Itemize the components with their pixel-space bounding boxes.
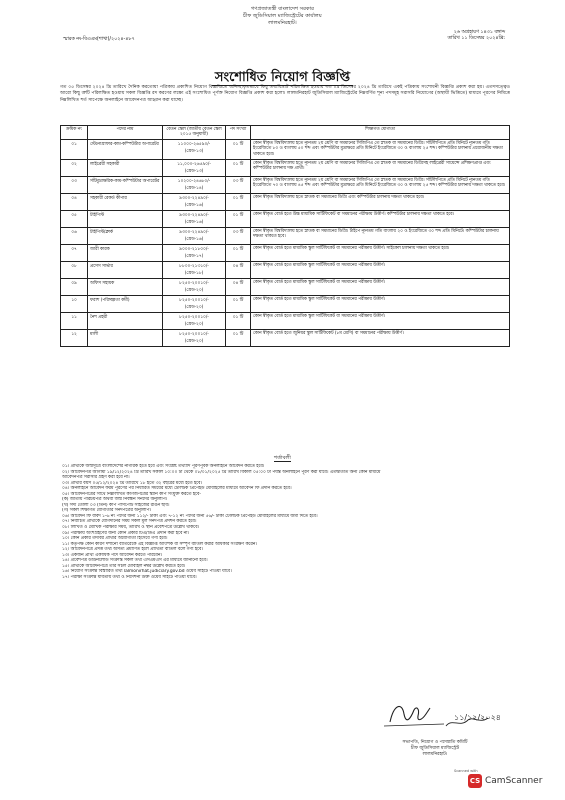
cell-pay bbox=[163, 139, 226, 159]
cell-post: অফিস সহায়ক bbox=[88, 278, 163, 295]
condition-item: ১৩। একজন প্রার্থী একাধিক পদে আবেদন করতে পারবেন। bbox=[62, 552, 163, 558]
condition-item: ১৭। পরীক্ষা সংক্রান্ত যাবতীয় তথ্য ও নির্দেশনা উক্ত ওয়েব সাইটে পাওয়া যাবে। bbox=[62, 574, 197, 580]
cell-qualification: কোন স্বীকৃত বিশ্ববিদ্যালয় হতে ন্যূনতম ২য় শ্রেণি বা সমমানের সিজিপিএ তে স্নাতক বা সমমানের ডিগ্রি। সাঁটলিপিতে প্রতি মিনিটে ন্যূনতম গতি ইংরেজিতে ৭০ ও বাংলায় ৪৫ শব্দ এবং কম্পিউটার মুদ্রাক্ষরে প্রতি মিনিটে ইংরেজিতে ৩০ ও বাংলায় ২৫ শব্দ। কম্পিউটার চালনায় দক্ষতা থাকতে হবে। bbox=[251, 176, 510, 193]
condition-item: (গ) সকল শিক্ষাগত যোগ্যতার সনদপত্রের অনুলিপি। bbox=[62, 508, 152, 514]
cell-pay bbox=[163, 329, 226, 346]
cell-serial: ১১ bbox=[61, 312, 88, 329]
cell-post: সাঁটমুদ্রাক্ষরিক-কাম-কম্পিউটার অপারেটর bbox=[88, 176, 163, 193]
condition-item: ০৬। আবেদন ফি বাবদ ১-৬ নং পদের জন্য ১১২/- টাকা এবং ৭-১২ নং পদের জন্য ৫৬/- টাকা টেলিটক প্রিপেইড মোবাইলের মাধ্যমে জমা দিতে হবে। bbox=[62, 513, 318, 519]
pay-grade: (গ্রেড-১৭) bbox=[184, 253, 204, 259]
cell-qualification: কোন স্বীকৃত বোর্ড হতে জুনিয়র স্কুল সার্টিফিকেট (৮ম শ্রেণি) বা সমমানের পরীক্ষায় উত্তীর্ণ। bbox=[251, 329, 510, 346]
office-header bbox=[0, 6, 565, 27]
cell-qualification: কোন স্বীকৃত বিশ্ববিদ্যালয় হতে ন্যূনতম ২য় শ্রেণি বা সমমানের সিজিপিএ তে স্নাতক বা সমমানের ডিগ্রিসহ লাইব্রেরী সায়েন্সে প্রশিক্ষণপ্রাপ্ত এবং কম্পিউটার চালনায় দক্ষ প্রার্থী। bbox=[251, 159, 510, 176]
cell-post: ফরাশ (পরিচ্ছন্নতা কর্মী) bbox=[88, 295, 163, 312]
camscanner-logo-icon: CS bbox=[468, 774, 482, 788]
cell-count: ০৩ টি bbox=[226, 227, 251, 244]
memo-date-block bbox=[448, 30, 505, 42]
camscanner-text: CamScanner bbox=[485, 776, 543, 786]
cell-post: প্রসেস সার্ভার bbox=[88, 261, 163, 278]
cell-count: ০১ টি bbox=[226, 244, 251, 261]
col-qualification: শিক্ষাগত যোগ্যতা bbox=[251, 126, 510, 140]
condition-item: ১২। আবেদনপত্রে প্রদত্ত তথ্য অসত্য প্রমাণিত হলে প্রার্থিতা বাতিল বলে গণ্য হবে। bbox=[62, 547, 203, 553]
condition-item: ০৩। প্রার্থীর বয়স ০৫/১২/২০২৪ খ্রি তারিখে ১৮ হতে ৩২ বছরের মধ্যে হতে হবে। bbox=[62, 480, 203, 486]
cell-pay bbox=[163, 227, 226, 244]
notice-title-text: সংশোধিত নিয়োগ বিজ্ঞপ্তি bbox=[212, 70, 353, 86]
pay-range: ৮৮০০-২১৩১০/- bbox=[179, 263, 209, 269]
date-english: ১১ ডিসেম্বর ২০২৪খ্রি: bbox=[461, 36, 505, 41]
pay-range: ৮২৫০-২০০১০/- bbox=[179, 280, 209, 286]
condition-item: ১১। কর্তৃপক্ষ কোন কারণ দর্শানো ব্যতিরেকে এই বিজ্ঞপ্তি আংশিক বা সম্পূর্ণ বাতিল করার অধিকার সংরক্ষণ করেন। bbox=[62, 541, 257, 547]
condition-item: ১৪। প্রবেশপত্র ডাউনলোড সংক্রান্ত সকল তথ্য এসএমএস এর মাধ্যমে জানানো হবে। bbox=[62, 558, 208, 564]
pay-grade: (গ্রেড-১৬) bbox=[184, 202, 204, 208]
cell-serial: ১০ bbox=[61, 295, 88, 312]
condition-item: ১০। কোন প্রকার তদবির প্রার্থীর অযোগ্যতা হিসেবে গণ্য হবে। bbox=[62, 536, 168, 542]
pay-grade: (গ্রেড-২০) bbox=[184, 321, 204, 327]
cell-serial: ০৩ bbox=[61, 176, 88, 193]
cell-post: মালী bbox=[88, 329, 163, 346]
memo-row bbox=[63, 30, 505, 44]
cell-serial: ০৮ bbox=[61, 261, 88, 278]
camscanner-watermark bbox=[468, 774, 542, 788]
conditions-heading bbox=[0, 455, 565, 463]
condition-item: ০৫। আবেদনপত্রের সাথে নিম্নলিখিত কাগজপত্রের স্ক্যান কপি সংযুক্ত করতে হবে- bbox=[62, 491, 201, 497]
cell-serial: ০৪ bbox=[61, 193, 88, 210]
condition-item: ১৬। নিয়োগ সংক্রান্ত বিস্তারিত তথ্য lalmonirhat.judiciary.gov.bd ওয়েব সাইটে পাওয়া যাবে। bbox=[62, 569, 232, 575]
table-row bbox=[61, 210, 510, 227]
pay-range: ৮২৫০-২০০১০/- bbox=[179, 314, 209, 320]
pay-grade: (গ্রেড-১৬) bbox=[184, 236, 204, 242]
cell-post: টাইপিস্ট bbox=[88, 210, 163, 227]
cell-count: ০১ টি bbox=[226, 329, 251, 346]
table-header-row bbox=[61, 126, 510, 140]
pay-range: ৯৩০০-২২৪৯০/- bbox=[179, 229, 209, 235]
pay-range: ৯০০০-২১৮০০/- bbox=[179, 246, 209, 252]
cell-serial: ০৯ bbox=[61, 278, 88, 295]
cell-qualification: কোন স্বীকৃত বোর্ড হতে মাধ্যমিক স্কুল সার্টিফিকেট বা সমমানের পরীক্ষায় উত্তীর্ণ। সাইকেল চালনায় দক্ষতা থাকতে হবে। bbox=[251, 244, 510, 261]
signatory-titles bbox=[360, 740, 510, 758]
cell-qualification: কোন স্বীকৃত বিশ্ববিদ্যালয় হতে স্নাতক বা সমমানের ডিগ্রি এবং কম্পিউটার চালনায় দক্ষতা থাকতে হবে। bbox=[251, 193, 510, 210]
pay-grade: (গ্রেড-১৩) bbox=[184, 148, 204, 154]
posts-table bbox=[60, 125, 510, 347]
pay-grade: (গ্রেড-১৩) bbox=[184, 168, 204, 174]
date-bangla: ২৬ অগ্রহায়ণ ১৪৩১ বঙ্গাব্দ bbox=[453, 30, 505, 35]
cell-count: ০৪ টি bbox=[226, 261, 251, 278]
cell-serial: ০৫ bbox=[61, 210, 88, 227]
signature-image bbox=[360, 690, 510, 738]
table-row bbox=[61, 312, 510, 329]
condition-item: ০৭। নির্বাচিত প্রার্থীকে যোগদানের সময় সকল মূল সনদপত্র প্রদর্শন করতে হবে। bbox=[62, 519, 197, 525]
cell-serial: ০৬ bbox=[61, 227, 88, 244]
cell-pay bbox=[163, 244, 226, 261]
pay-grade: (গ্রেড-২০) bbox=[184, 304, 204, 310]
cell-pay bbox=[163, 312, 226, 329]
cell-count: ০৪ টি bbox=[226, 278, 251, 295]
cell-pay bbox=[163, 176, 226, 193]
pay-range: ১০২০০-২৪৬৮০/- bbox=[177, 178, 211, 184]
cell-qualification: কোন স্বীকৃত বিশ্ববিদ্যালয় হতে ন্যূনতম ২য় শ্রেণি বা সমমানের সিজিপিএ তে স্নাতক বা সমমানের ডিগ্রি। সাঁটলিপিতে প্রতি মিনিটে ন্যূনতম গতি ইংরেজিতে ৮০ ও বাংলায় ৫০ শব্দ এবং কম্পিউটার মুদ্রাক্ষরে প্রতি মিনিটে ইংরেজিতে ৩০ ও বাংলায় ২৫ শব্দ। কম্পিউটার চালনায় প্রয়োজনীয় দক্ষতা থাকতে হবে। bbox=[251, 139, 510, 159]
table-row bbox=[61, 278, 510, 295]
cell-qualification: কোন স্বীকৃত বিশ্ববিদ্যালয় হতে স্নাতক বা সমমানের ডিগ্রি। টাইপে ন্যূনতম গতি বাংলায় ২০ ও ইংরেজিতে ৩০ শব্দ প্রতি মিনিটে। কম্পিউটার চালনায় দক্ষতা থাকতে হবে। bbox=[251, 227, 510, 244]
conditions-heading-text: শর্তাবলী bbox=[274, 455, 291, 461]
cell-qualification: কোন স্বীকৃত বোর্ড হতে মাধ্যমিক স্কুল সার্টিফিকেট বা সমমানের পরীক্ষায় উত্তীর্ণ। bbox=[251, 278, 510, 295]
signatory-title-3: লালমনিরহাট। bbox=[422, 752, 448, 757]
condition-item: ১৫। প্রার্থীকে আবেদনপত্রে তার সচল মোবাইল নম্বর উল্লেখ করতে হবে। bbox=[62, 563, 186, 569]
cell-pay bbox=[163, 159, 226, 176]
cell-qualification: কোন স্বীকৃত বোর্ড হতে মাধ্যমিক স্কুল সার্টিফিকেট বা সমমানের পরীক্ষায় উত্তীর্ণ। bbox=[251, 312, 510, 329]
cell-serial: ০১ bbox=[61, 139, 88, 159]
cell-post: স্টেনোগ্রাফার-কাম-কম্পিউটার অপারেটর bbox=[88, 139, 163, 159]
condition-item: ০৮। লিখিত ও মৌখিক পরীক্ষার সময়, তারিখ ও স্থান প্রবেশপত্রে উল্লেখ থাকবে। bbox=[62, 525, 200, 531]
cell-pay bbox=[163, 210, 226, 227]
table-row bbox=[61, 295, 510, 312]
cell-post: লাইব্রেরী সহকারী bbox=[88, 159, 163, 176]
header-office: চীফ জুডিসিয়াল ম্যাজিস্ট্রেটের কার্যালয় bbox=[243, 13, 322, 19]
condition-item: (খ) সদ্য তোলা ০৩ (তিন) কপি পাসপোর্ট সাইজের রঙিন ছবি। bbox=[62, 502, 170, 508]
condition-item: ০২। আবেদনপত্র আগামী ১৯/১২/২০২৪ খ্রি তারিখ সকাল ১০:০০ টা থেকে ০৮/০১/২০২৫ খ্রি তারিখ বিকাল ০৫:০০ টা পর্যন্ত অনলাইনে পূরণ করা যাবে। এতদ্ব্যতীত অন্য কোন মাধ্যমে bbox=[62, 469, 381, 475]
pay-range: ৮২৫০-২০০১০/- bbox=[179, 297, 209, 303]
condition-item: ০৯। পরীক্ষায় অংশগ্রহণের জন্য কোন প্রকার টিএ/ডিএ প্রদান করা হবে না। bbox=[62, 530, 190, 536]
cell-count: ০১ টি bbox=[226, 210, 251, 227]
col-count: পদ সংখ্যা bbox=[226, 126, 251, 140]
table-row bbox=[61, 244, 510, 261]
signature-date: ১১/১২/২০২৪ bbox=[454, 713, 501, 722]
cell-count: ০১ টি bbox=[226, 159, 251, 176]
cell-count: ০১ টি bbox=[226, 295, 251, 312]
pay-range: ৮২৫০-২০০১০/- bbox=[179, 331, 209, 337]
cell-post: নৈশ প্রহরী bbox=[88, 312, 163, 329]
pay-grade: (গ্রেড-১৮) bbox=[184, 270, 204, 276]
cell-pay bbox=[163, 261, 226, 278]
date-label: তারিখ bbox=[447, 36, 460, 41]
scanned-with-label: Scanned with bbox=[454, 769, 478, 773]
cell-post: জারী কারক bbox=[88, 244, 163, 261]
cell-qualification: কোন স্বীকৃত বোর্ড হতে মাধ্যমিক স্কুল সার্টিফিকেট বা সমমানের পরীক্ষায় উত্তীর্ণ। bbox=[251, 261, 510, 278]
signatory-title-2: চীফ জুডিসিয়াল ম্যাজিস্ট্রেট bbox=[410, 746, 460, 751]
pay-grade: (গ্রেড-১৪) bbox=[184, 185, 204, 191]
pay-grade: (গ্রেড-২০) bbox=[184, 338, 204, 344]
cell-pay bbox=[163, 193, 226, 210]
condition-item: আবেদনপত্র সরাসরি গ্রহণ করা হবে না। bbox=[62, 475, 130, 481]
table-row bbox=[61, 139, 510, 159]
cell-qualification: কোন স্বীকৃত বোর্ড হতে উচ্চ মাধ্যমিক সার্টিফিকেট বা সমমানের পরীক্ষায় উত্তীর্ণ। কম্পিউটার চালনায় দক্ষতা থাকতে হবে। bbox=[251, 210, 510, 227]
date-english-line bbox=[448, 36, 505, 42]
condition-item: ০৪। অনলাইনে আবেদন ফরম পূরণের পর নির্ধারিত সময়ের মধ্যে টেলিটক প্রিপেইড মোবাইলের মাধ্যমে আবেদন ফি প্রদান করতে হবে। bbox=[62, 486, 292, 492]
table-body bbox=[61, 139, 510, 346]
cell-post: সহকারী রেকর্ড কীপার bbox=[88, 193, 163, 210]
cell-serial: ০২ bbox=[61, 159, 88, 176]
cell-pay bbox=[163, 295, 226, 312]
cell-count: ০৩ টি bbox=[226, 176, 251, 193]
signatory-title-1: সভাপতি, নিয়োগ ও পদোন্নতি কমিটি bbox=[402, 740, 468, 745]
cell-qualification: কোন স্বীকৃত বোর্ড হতে মাধ্যমিক স্কুল সার্টিফিকেট বা সমমানের পরীক্ষায় উত্তীর্ণ। bbox=[251, 295, 510, 312]
table-row bbox=[61, 159, 510, 176]
cell-serial: ০৭ bbox=[61, 244, 88, 261]
cell-count: ০১ টি bbox=[226, 139, 251, 159]
header-district: লালমনিরহাট। bbox=[268, 20, 297, 26]
col-post: পদের নাম bbox=[88, 126, 163, 140]
pay-range: ৯৩০০-২২৪৯০/- bbox=[179, 212, 209, 218]
cell-count: ০১ টি bbox=[226, 193, 251, 210]
pay-range: ৯৩০০-২২৪৯০/- bbox=[179, 195, 209, 201]
table-row bbox=[61, 227, 510, 244]
cell-count: ০১ টি bbox=[226, 312, 251, 329]
cell-pay bbox=[163, 278, 226, 295]
table-row bbox=[61, 193, 510, 210]
col-pay: বেতন স্কেল (জাতীয় বেতন স্কেল ২০১৫ অনুযায়ী) bbox=[163, 126, 226, 140]
signature-block bbox=[360, 690, 510, 757]
header-government: গণপ্রজাতন্ত্রী বাংলাদেশ সরকার bbox=[251, 6, 314, 12]
condition-item: (ক) জাতীয় পরিচয়পত্র অথবা জন্ম নিবন্ধন সনদের অনুলিপি। bbox=[62, 497, 168, 503]
pay-grade: (গ্রেড-১৬) bbox=[184, 219, 204, 225]
table-row bbox=[61, 176, 510, 193]
col-serial: ক্রমিক নং bbox=[61, 126, 88, 140]
intro-paragraph: গত ০৫ ডিসেম্বর ২০২৪ খ্রি তারিখে দৈনিক করতোয়া পত্রিকায় প্রকাশিত নিয়োগ বিজ্ঞপ্তিতে অনিচ্ছাকৃতভাবে কিছু তথ্যবিভ্রাট পরিলক্ষিত হওয়ায় গত ০৯ ডিসেম্বর ২০২৪ খ্রি তারিখে একই পত্রিকায় সংশোধনী বিজ্ঞপ্তি প্রকাশ করা হয়। এতদসত্ত্বেও আরো কিছু ত্রুটি পরিলক্ষিত হওয়ায় সকল বিজ্ঞপ্তি রদ করণের লক্ষ্যে এই সংশোধিত পূর্ণাঙ্গ নিয়োগ বিজ্ঞপ্তি প্রকাশ করা হলো। লালমনিরহাট জুডিসিয়াল ম্যাজিস্ট্রেটের নিম্নবর্ণিত শূন্য পদসমূহ সরাসরি নিয়োগের (অস্থায়ী ভিত্তিতে) মাধ্যমে পূরণের নিমিত্তে নিম্নলিখিত শর্ত সাপেক্ষে অনলাইনে আবেদনপত্র আহ্বান করা যাচ্ছে। bbox=[60, 85, 510, 103]
table-row bbox=[61, 329, 510, 346]
pay-grade: (গ্রেড-২০) bbox=[184, 287, 204, 293]
condition-item: ০১। প্রার্থীকে জন্মসূত্রে বাংলাদেশের নাগরিক হতে হবে এবং সংশ্লিষ্ট তথ্যাদি পূরণপূর্বক অনলাইনে আবেদন করতে হবে। bbox=[62, 464, 265, 469]
conditions-list bbox=[62, 464, 510, 580]
cell-post: টাইপিস্ট/ক্লার্ক bbox=[88, 227, 163, 244]
table-row bbox=[61, 261, 510, 278]
pay-range: ১১,০০০-২৬৫৯০/- bbox=[177, 161, 211, 167]
memo-number: স্মারক নং-বিএএম(শাখা)/২০২৪-৪৮৭ bbox=[63, 37, 135, 42]
pay-range: ১১০০০-২৬৫৯০/- bbox=[177, 141, 211, 147]
cell-serial: ১২ bbox=[61, 329, 88, 346]
